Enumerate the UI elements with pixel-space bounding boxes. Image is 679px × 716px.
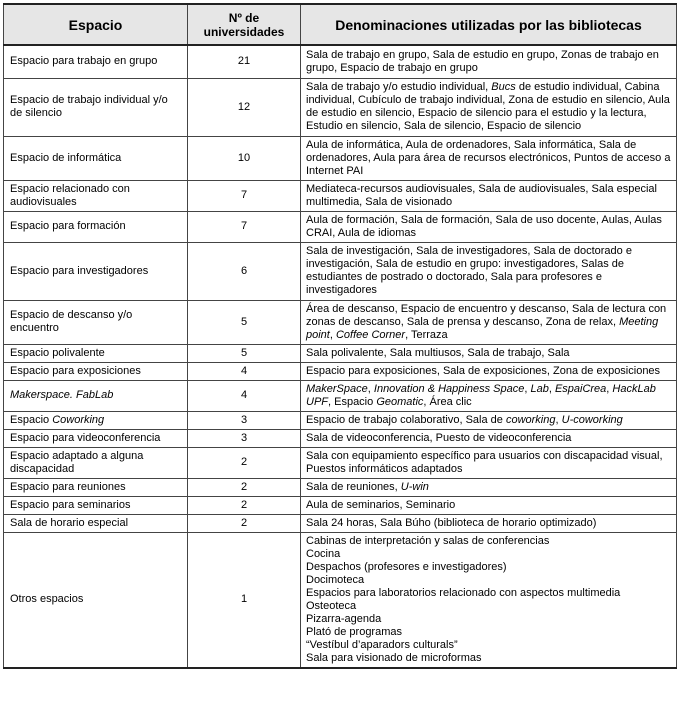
text-segment: , bbox=[606, 382, 613, 395]
text-segment: , bbox=[524, 382, 531, 395]
names-cell bbox=[301, 496, 677, 514]
names-cell bbox=[301, 344, 677, 362]
header-row bbox=[4, 4, 677, 45]
table-row bbox=[4, 242, 677, 300]
text-segment: , Terraza bbox=[405, 328, 448, 341]
space-cell bbox=[4, 300, 188, 344]
text-segment: Espacio para reuniones bbox=[10, 480, 126, 493]
header-names: Denominaciones utilizadas por las bibliotecas bbox=[301, 4, 677, 45]
count-cell: 12 bbox=[188, 78, 301, 136]
text-segment: Espacio para exposiciones, Sala de exposiciones, Zona de exposiciones bbox=[306, 364, 661, 377]
text-segment: Espacio polivalente bbox=[10, 346, 105, 359]
text-segment: Espacio para investigadores bbox=[10, 264, 149, 277]
count-cell: 2 bbox=[188, 447, 301, 478]
text-segment: Aula de seminarios, Seminario bbox=[306, 498, 456, 511]
table-row bbox=[4, 180, 677, 211]
text-segment: Sala polivalente, Sala multiusos, Sala de trabajo, Sala bbox=[306, 346, 570, 359]
names-line: Pizarra-agenda bbox=[306, 612, 382, 625]
italic-text-segment: U-win bbox=[400, 480, 429, 493]
space-cell bbox=[4, 514, 188, 532]
count-cell: 3 bbox=[188, 411, 301, 429]
text-segment: Espacio para seminarios bbox=[10, 498, 131, 511]
names-cell bbox=[301, 478, 677, 496]
names-cell bbox=[301, 532, 677, 668]
count-cell: 5 bbox=[188, 300, 301, 344]
text-segment: Sala de reuniones, bbox=[306, 480, 401, 493]
space-cell bbox=[4, 429, 188, 447]
text-segment: , Espacio bbox=[328, 395, 377, 408]
italic-text-segment: Meeting point bbox=[306, 315, 659, 341]
space-cell bbox=[4, 136, 188, 180]
count-cell: 5 bbox=[188, 344, 301, 362]
count-cell: 21 bbox=[188, 45, 301, 78]
text-segment: Espacio para trabajo en grupo bbox=[10, 55, 158, 68]
text-segment: Sala de trabajo y/o estudio individual, bbox=[306, 81, 492, 93]
names-line: Despachos (profesores e investigadores) bbox=[306, 560, 507, 573]
space-cell bbox=[4, 532, 188, 668]
table-row bbox=[4, 300, 677, 344]
text-segment: Espacio bbox=[10, 413, 53, 426]
text-segment: Espacio para videoconferencia bbox=[10, 431, 161, 444]
table-row bbox=[4, 136, 677, 180]
header-space: Espacio bbox=[4, 4, 188, 45]
text-segment: de estudio individual, Cabina individual, Cubículo de trabajo individual, Zona de estudio en silencio, Aula de estudio en silencio, Espacio de silencio para el estudio y la lectura, Estudio en silencio, Sala de silencio, Espacio de silencio bbox=[306, 81, 670, 132]
table-row bbox=[4, 344, 677, 362]
text-segment: Mediateca-recursos audiovisuales, Sala de audiovisuales, Sala especial multimedia, Sala de visionado bbox=[306, 182, 657, 208]
count-cell: 10 bbox=[188, 136, 301, 180]
count-cell: 2 bbox=[188, 514, 301, 532]
italic-text-segment: Lab bbox=[530, 382, 549, 395]
space-cell bbox=[4, 362, 188, 380]
space-cell bbox=[4, 478, 188, 496]
space-cell bbox=[4, 447, 188, 478]
space-cell bbox=[4, 45, 188, 78]
names-cell bbox=[301, 447, 677, 478]
space-cell bbox=[4, 180, 188, 211]
text-segment: Sala de investigación, Sala de investigadores, Sala de doctorado e investigación, Sala de estudio en grupo: investigadores, Salas de estudiantes de postrado o doctorado, Sala para profesores e investigadores bbox=[306, 245, 632, 296]
names-line: Osteoteca bbox=[306, 599, 357, 612]
italic-text-segment: EspaiCrea bbox=[554, 382, 607, 395]
table-row bbox=[4, 45, 677, 78]
space-cell bbox=[4, 78, 188, 136]
text-segment: Sala de trabajo en grupo, Sala de estudio en grupo, Zonas de trabajo en grupo, Espacio de trabajo en grupo bbox=[306, 48, 659, 74]
table-row bbox=[4, 429, 677, 447]
names-line: Sala para visionado de microformas bbox=[306, 651, 482, 664]
names-line: Espacios para laboratorios relacionado con aspectos multimedia bbox=[306, 586, 621, 599]
table-row bbox=[4, 532, 677, 668]
space-cell bbox=[4, 411, 188, 429]
names-cell bbox=[301, 136, 677, 180]
names-cell bbox=[301, 411, 677, 429]
count-cell: 2 bbox=[188, 496, 301, 514]
table-body bbox=[4, 45, 677, 668]
text-segment: Espacio de trabajo individual y/o de silencio bbox=[10, 94, 168, 119]
space-cell bbox=[4, 211, 188, 242]
names-cell bbox=[301, 180, 677, 211]
names-line: Plató de programas bbox=[306, 625, 402, 638]
table-row bbox=[4, 211, 677, 242]
names-line: “Vestíbul d’aparadors culturals” bbox=[306, 638, 458, 651]
count-cell: 4 bbox=[188, 380, 301, 411]
space-cell bbox=[4, 344, 188, 362]
italic-text-segment: Bucs bbox=[491, 81, 516, 93]
names-cell bbox=[301, 242, 677, 300]
italic-text-segment: Coffee Corner bbox=[335, 328, 406, 341]
text-segment: Espacio adaptado a alguna discapacidad bbox=[10, 449, 144, 475]
text-segment: Espacio de descanso y/o encuentro bbox=[10, 309, 133, 334]
count-cell: 7 bbox=[188, 211, 301, 242]
names-cell bbox=[301, 300, 677, 344]
text-segment: Otros espacios bbox=[10, 593, 84, 605]
names-cell bbox=[301, 380, 677, 411]
space-cell bbox=[4, 496, 188, 514]
space-cell bbox=[4, 380, 188, 411]
table-row bbox=[4, 380, 677, 411]
table-row bbox=[4, 362, 677, 380]
text-segment: Espacio para exposiciones bbox=[10, 364, 141, 377]
names-line: Docimoteca bbox=[306, 573, 365, 586]
text-segment: , bbox=[329, 328, 336, 341]
text-segment: , bbox=[555, 413, 562, 426]
text-segment: Sala con equipamiento específico para usuarios con discapacidad visual, Puestos informáticos adaptados bbox=[306, 449, 663, 475]
names-cell bbox=[301, 211, 677, 242]
names-cell bbox=[301, 429, 677, 447]
names-cell bbox=[301, 514, 677, 532]
table-row bbox=[4, 496, 677, 514]
count-cell: 6 bbox=[188, 242, 301, 300]
header-count: Nº de universidades bbox=[188, 4, 301, 45]
italic-text-segment: Geomatic bbox=[376, 395, 424, 408]
names-cell bbox=[301, 78, 677, 136]
text-segment: Sala de horario especial bbox=[10, 516, 129, 529]
names-line: Cabinas de interpretación y salas de conferencias bbox=[306, 534, 550, 547]
count-cell: 3 bbox=[188, 429, 301, 447]
text-segment: , bbox=[367, 382, 374, 395]
italic-text-segment: MakerSpace bbox=[306, 382, 368, 395]
table-row bbox=[4, 411, 677, 429]
italic-text-segment: HackLab UPF bbox=[306, 382, 656, 408]
names-cell bbox=[301, 45, 677, 78]
table-row bbox=[4, 447, 677, 478]
italic-text-segment: Coworking bbox=[52, 413, 105, 426]
names-line: Cocina bbox=[306, 547, 341, 560]
text-segment: Sala de videoconferencia, Puesto de videoconferencia bbox=[306, 431, 572, 444]
table-header bbox=[4, 4, 677, 45]
text-segment: Área de descanso, Espacio de encuentro y descanso, Sala de lectura con zonas de descanso, Sala de prensa y descanso, Zona de relax, bbox=[306, 302, 667, 328]
table-row bbox=[4, 78, 677, 136]
text-segment: Espacio de informática bbox=[10, 151, 122, 164]
text-segment: Aula de informática, Aula de ordenadores, Sala informática, Sala de ordenadores, Aula para área de recursos electrónicos, Puntos de acceso a Internet PAI bbox=[306, 138, 671, 177]
italic-text-segment: Makerspace. FabLab bbox=[10, 389, 114, 401]
text-segment: Aula de formación, Sala de formación, Sala de uso docente, Aulas, Aulas CRAI, Aula de idiomas bbox=[306, 213, 662, 239]
count-cell: 1 bbox=[188, 532, 301, 668]
italic-text-segment: Innovation & Happiness Space bbox=[373, 382, 525, 395]
italic-text-segment: U-coworking bbox=[561, 413, 623, 426]
space-cell bbox=[4, 242, 188, 300]
count-cell: 2 bbox=[188, 478, 301, 496]
text-segment: Espacio para formación bbox=[10, 220, 126, 232]
text-segment: , Área clic bbox=[423, 395, 472, 408]
text-segment: Sala 24 horas, Sala Búho (biblioteca de horario optimizado) bbox=[306, 516, 597, 529]
table-row bbox=[4, 478, 677, 496]
text-segment: , bbox=[548, 382, 555, 395]
spaces-table bbox=[3, 3, 677, 669]
names-cell bbox=[301, 362, 677, 380]
text-segment: Espacio de trabajo colaborativo, Sala de bbox=[306, 413, 506, 426]
count-cell: 4 bbox=[188, 362, 301, 380]
count-cell: 7 bbox=[188, 180, 301, 211]
table-row bbox=[4, 514, 677, 532]
italic-text-segment: coworking bbox=[505, 413, 556, 426]
text-segment: Espacio relacionado con audiovisuales bbox=[10, 182, 130, 208]
